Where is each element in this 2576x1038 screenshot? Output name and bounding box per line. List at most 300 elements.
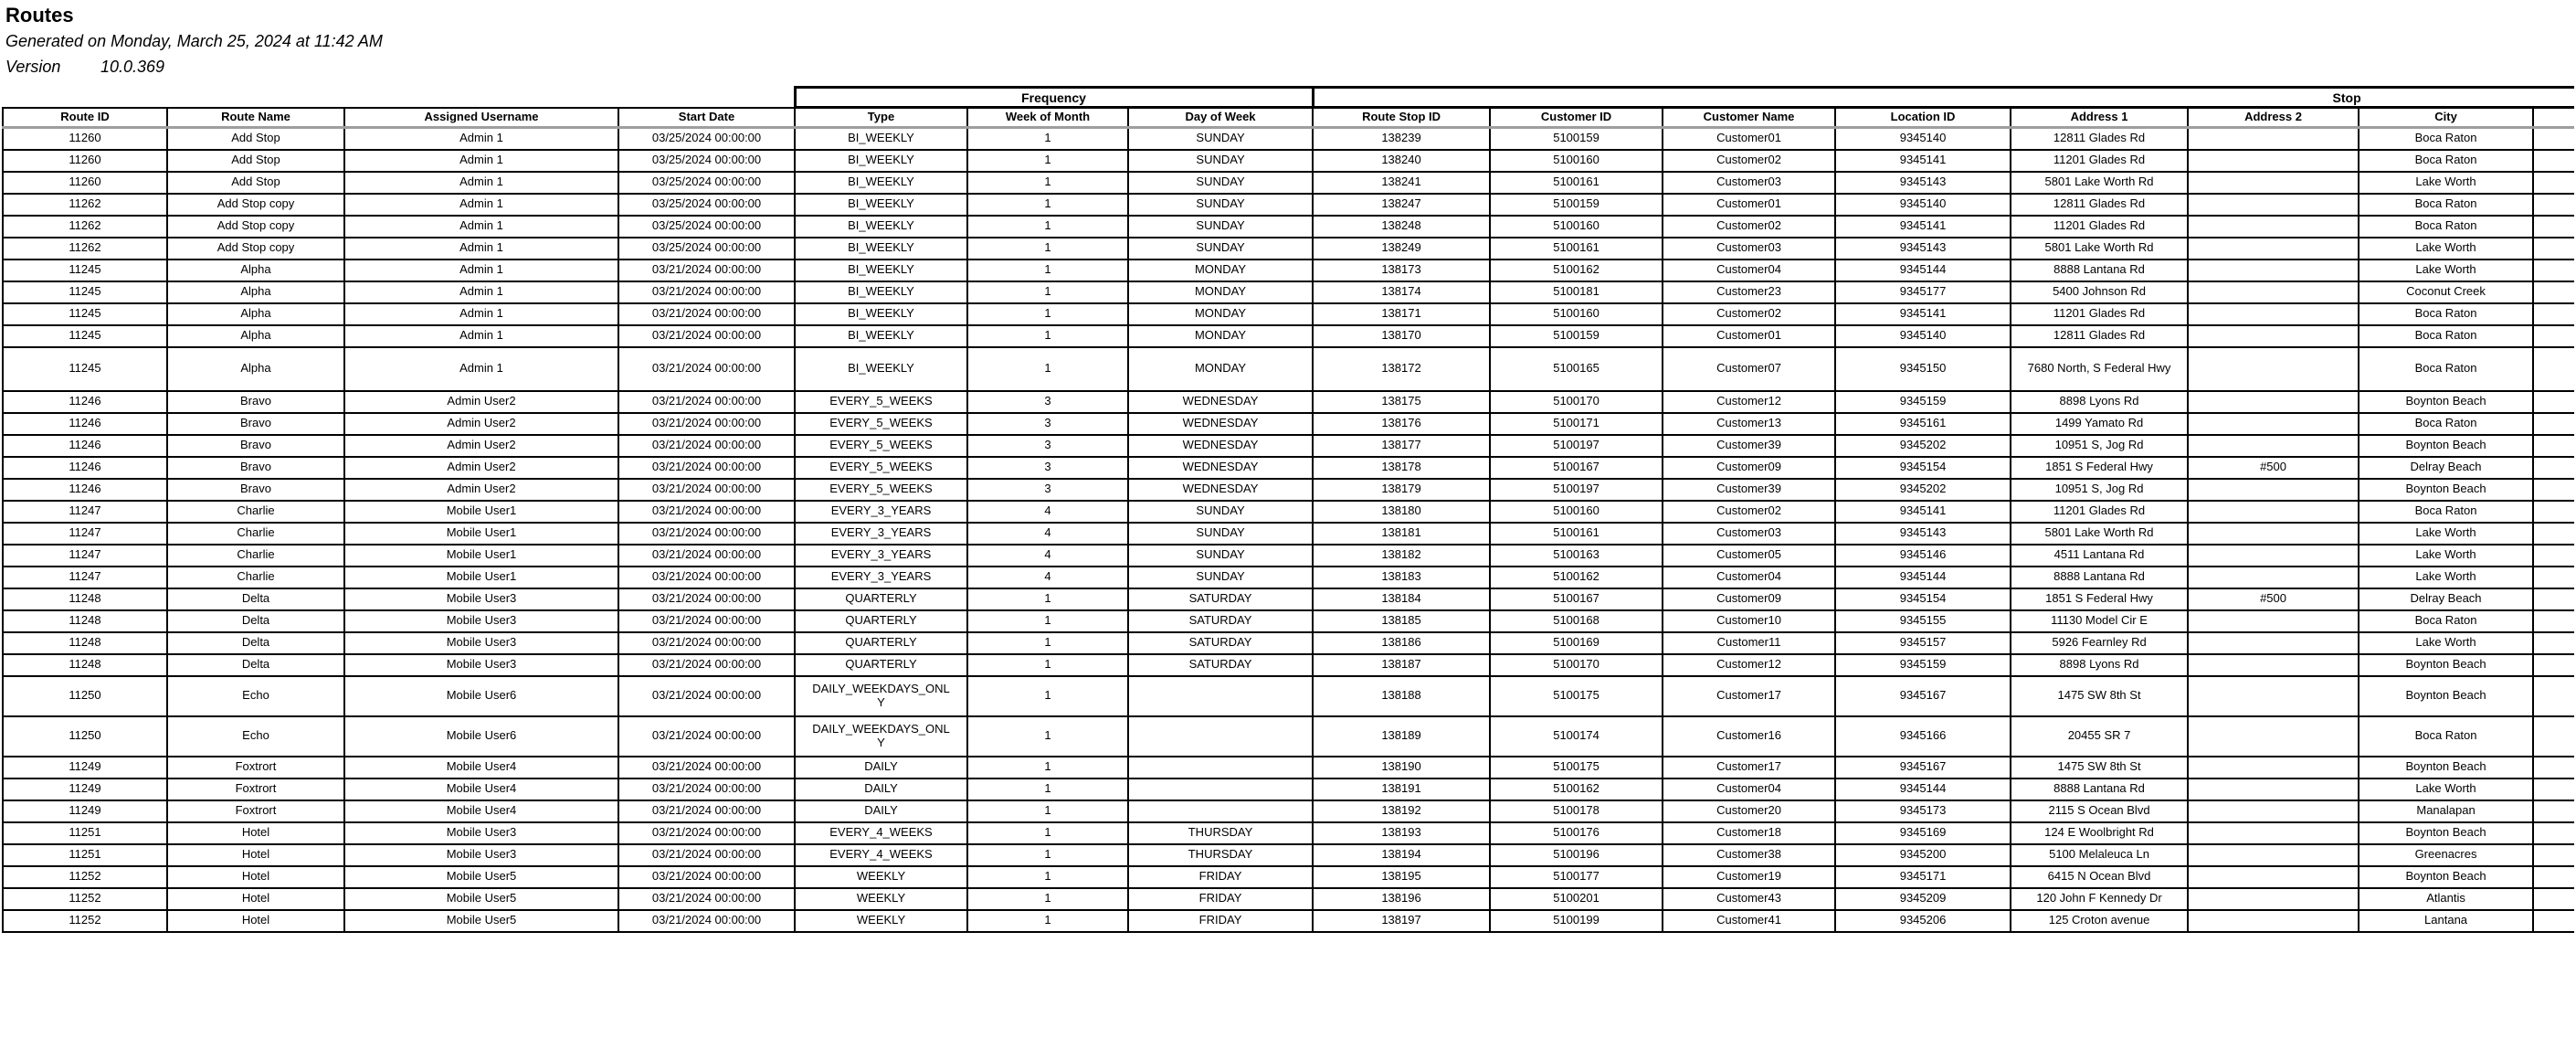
cell: 1 [967, 844, 1128, 866]
cell: 9345157 [1835, 632, 2011, 654]
cell: 8898 Lyons Rd [2011, 654, 2188, 676]
cell: 11201 Glades Rd [2011, 150, 2188, 172]
cell: SUNDAY [1128, 216, 1313, 238]
cell: Customer39 [1663, 435, 1835, 457]
cell: 1 [967, 238, 1128, 260]
cell: 11260 [3, 172, 167, 194]
cell: WEDNESDAY [1128, 413, 1313, 435]
cell: 5100170 [1490, 654, 1663, 676]
table-row [3, 194, 2574, 216]
cell: Customer11 [1663, 632, 1835, 654]
cell: 5100167 [1490, 457, 1663, 479]
cell: Delta [167, 654, 344, 676]
cell: 5100160 [1490, 216, 1663, 238]
cell: 11245 [3, 325, 167, 347]
cell: 5801 Lake Worth Rd [2011, 172, 2188, 194]
cell: 5100177 [1490, 866, 1663, 888]
cell: Mobile User3 [344, 822, 618, 844]
cell: 11249 [3, 800, 167, 822]
cell: 11130 Model Cir E [2011, 610, 2188, 632]
cell [2188, 654, 2359, 676]
cell: 03/21/2024 00:00:00 [618, 501, 795, 523]
cell: 5100197 [1490, 435, 1663, 457]
cell: Boynton Beach [2359, 822, 2533, 844]
cell: WEEKLY [795, 910, 967, 932]
cell: 1 [967, 150, 1128, 172]
cell: SATURDAY [1128, 654, 1313, 676]
cell: 9345144 [1835, 778, 2011, 800]
cell: Boca Raton [2359, 303, 2533, 325]
table-row [3, 778, 2574, 800]
cell: Mobile User1 [344, 545, 618, 567]
cell: WEEKLY [795, 888, 967, 910]
cell: 03/21/2024 00:00:00 [618, 281, 795, 303]
cell: BI_WEEKLY [795, 281, 967, 303]
cell: 1 [967, 632, 1128, 654]
cell: SUNDAY [1128, 238, 1313, 260]
cell: 1851 S Federal Hwy [2011, 457, 2188, 479]
cell-cutoff [2533, 413, 2574, 435]
cell [1128, 676, 1313, 716]
cell: Alpha [167, 347, 344, 391]
cell: Add Stop copy [167, 216, 344, 238]
table-row [3, 545, 2574, 567]
cell: Customer20 [1663, 800, 1835, 822]
cell: QUARTERLY [795, 588, 967, 610]
cell: 12811 Glades Rd [2011, 325, 2188, 347]
cell: 6415 N Ocean Blvd [2011, 866, 2188, 888]
cell: #500 [2188, 588, 2359, 610]
cell-cutoff [2533, 844, 2574, 866]
table-row [3, 844, 2574, 866]
cell: Admin 1 [344, 260, 618, 281]
cell [1128, 757, 1313, 778]
cell: 5100169 [1490, 632, 1663, 654]
cell-cutoff [2533, 479, 2574, 501]
cell: 9345166 [1835, 716, 2011, 757]
cell: 5400 Johnson Rd [2011, 281, 2188, 303]
cell: 1 [967, 866, 1128, 888]
cell: 5100161 [1490, 523, 1663, 545]
cell: SUNDAY [1128, 172, 1313, 194]
cell: Boynton Beach [2359, 654, 2533, 676]
cell: Admin 1 [344, 216, 618, 238]
cell: 1 [967, 281, 1128, 303]
cell: 138187 [1313, 654, 1490, 676]
cell: Mobile User4 [344, 800, 618, 822]
cell: 9345141 [1835, 150, 2011, 172]
cell: Customer02 [1663, 216, 1835, 238]
cell-cutoff [2533, 567, 2574, 588]
cell: SATURDAY [1128, 610, 1313, 632]
cell: Delta [167, 632, 344, 654]
cell: Admin 1 [344, 172, 618, 194]
cell: Boynton Beach [2359, 391, 2533, 413]
cell: Mobile User3 [344, 610, 618, 632]
cell: 9345159 [1835, 654, 2011, 676]
cell: 9345155 [1835, 610, 2011, 632]
cell: Boynton Beach [2359, 757, 2533, 778]
cell: Customer18 [1663, 822, 1835, 844]
cell: Boca Raton [2359, 347, 2533, 391]
cell: MONDAY [1128, 325, 1313, 347]
table-row [3, 479, 2574, 501]
cell: 9345144 [1835, 567, 2011, 588]
table-row [3, 128, 2574, 150]
cell: Manalapan [2359, 800, 2533, 822]
cell: 5100160 [1490, 501, 1663, 523]
cell: Customer39 [1663, 479, 1835, 501]
cell [2188, 610, 2359, 632]
cell: Delray Beach [2359, 588, 2533, 610]
cell: 11246 [3, 479, 167, 501]
cell [1128, 778, 1313, 800]
cell: 5926 Fearnley Rd [2011, 632, 2188, 654]
cell: Customer13 [1663, 413, 1835, 435]
cell-cutoff [2533, 281, 2574, 303]
cell-cutoff [2533, 457, 2574, 479]
cell: 138239 [1313, 128, 1490, 150]
cell: 11249 [3, 778, 167, 800]
cell: SATURDAY [1128, 588, 1313, 610]
cell: 1 [967, 610, 1128, 632]
cell: WEEKLY [795, 866, 967, 888]
cell-cutoff [2533, 800, 2574, 822]
cell: MONDAY [1128, 260, 1313, 281]
cell [2188, 347, 2359, 391]
cell: Hotel [167, 822, 344, 844]
cell: 138177 [1313, 435, 1490, 457]
cell-cutoff [2533, 435, 2574, 457]
cell: 1 [967, 800, 1128, 822]
cell [2188, 844, 2359, 866]
cell: 1475 SW 8th St [2011, 757, 2188, 778]
cell: Customer04 [1663, 778, 1835, 800]
cell: 138193 [1313, 822, 1490, 844]
cell: EVERY_3_YEARS [795, 567, 967, 588]
cell [1128, 800, 1313, 822]
cell: 03/21/2024 00:00:00 [618, 910, 795, 932]
cell: 03/21/2024 00:00:00 [618, 479, 795, 501]
table-row [3, 435, 2574, 457]
cell: 9345141 [1835, 501, 2011, 523]
cell: THURSDAY [1128, 844, 1313, 866]
table-row [3, 716, 2574, 757]
cell: QUARTERLY [795, 632, 967, 654]
cell-cutoff [2533, 128, 2574, 150]
cell: Lake Worth [2359, 523, 2533, 545]
cell: Mobile User4 [344, 757, 618, 778]
cell: 11252 [3, 866, 167, 888]
cell: 1 [967, 303, 1128, 325]
cell: Lantana [2359, 910, 2533, 932]
cell-cutoff [2533, 194, 2574, 216]
cell: EVERY_4_WEEKS [795, 822, 967, 844]
cell: Mobile User1 [344, 523, 618, 545]
cell-cutoff [2533, 757, 2574, 778]
cell: 11252 [3, 888, 167, 910]
table-row [3, 800, 2574, 822]
cell: Bravo [167, 391, 344, 413]
cell: Charlie [167, 567, 344, 588]
table-row [3, 457, 2574, 479]
column-header-route-name: Route Name [167, 108, 344, 128]
cell: 11245 [3, 303, 167, 325]
cell: 11201 Glades Rd [2011, 303, 2188, 325]
table-row [3, 610, 2574, 632]
cell: Mobile User3 [344, 632, 618, 654]
cell: Admin User2 [344, 435, 618, 457]
cell [2188, 216, 2359, 238]
cell: Alpha [167, 303, 344, 325]
cell: 11260 [3, 150, 167, 172]
cell: Customer07 [1663, 347, 1835, 391]
cell: 138196 [1313, 888, 1490, 910]
cell: 9345202 [1835, 479, 2011, 501]
cell: Customer03 [1663, 238, 1835, 260]
cell: Charlie [167, 523, 344, 545]
cell: 12811 Glades Rd [2011, 194, 2188, 216]
cell: 5100197 [1490, 479, 1663, 501]
cell: Lake Worth [2359, 545, 2533, 567]
cell: 11246 [3, 391, 167, 413]
cell: Boca Raton [2359, 194, 2533, 216]
cell: BI_WEEKLY [795, 260, 967, 281]
cell: Admin User2 [344, 479, 618, 501]
cell: 5100159 [1490, 128, 1663, 150]
column-header-customer-id: Customer ID [1490, 108, 1663, 128]
cell: Mobile User5 [344, 888, 618, 910]
cell: 03/25/2024 00:00:00 [618, 194, 795, 216]
cell: EVERY_3_YEARS [795, 501, 967, 523]
cell-cutoff [2533, 654, 2574, 676]
cell: 9345167 [1835, 676, 2011, 716]
cell: 03/21/2024 00:00:00 [618, 610, 795, 632]
cell: 5100162 [1490, 778, 1663, 800]
cell: Delta [167, 610, 344, 632]
cell: 11245 [3, 281, 167, 303]
cell: 11245 [3, 260, 167, 281]
cell: MONDAY [1128, 347, 1313, 391]
cell: Boynton Beach [2359, 676, 2533, 716]
cell: 138195 [1313, 866, 1490, 888]
cell: Mobile User3 [344, 588, 618, 610]
cell: Admin 1 [344, 303, 618, 325]
cell: 1 [967, 888, 1128, 910]
cell: 5100162 [1490, 567, 1663, 588]
cell: 9345141 [1835, 216, 2011, 238]
table-row [3, 172, 2574, 194]
cell: 03/21/2024 00:00:00 [618, 588, 795, 610]
cell: 03/21/2024 00:00:00 [618, 844, 795, 866]
column-header-route-stop-id: Route Stop ID [1313, 108, 1490, 128]
cell: BI_WEEKLY [795, 194, 967, 216]
cell: Bravo [167, 435, 344, 457]
cell: 11248 [3, 610, 167, 632]
cell: Customer12 [1663, 391, 1835, 413]
cell: 138170 [1313, 325, 1490, 347]
cell [2188, 676, 2359, 716]
cell: Customer16 [1663, 716, 1835, 757]
cell [1128, 716, 1313, 757]
cell: 5100181 [1490, 281, 1663, 303]
column-header-route-id: Route ID [3, 108, 167, 128]
cell: 9345154 [1835, 457, 2011, 479]
column-header-assigned-username: Assigned Username [344, 108, 618, 128]
cell: 11251 [3, 844, 167, 866]
cell: 03/21/2024 00:00:00 [618, 866, 795, 888]
cell: 10951 S, Jog Rd [2011, 479, 2188, 501]
table-row [3, 588, 2574, 610]
cell: WEDNESDAY [1128, 457, 1313, 479]
cell [2188, 435, 2359, 457]
cell [2188, 150, 2359, 172]
cell: 138182 [1313, 545, 1490, 567]
cell: 4 [967, 567, 1128, 588]
cell: Hotel [167, 910, 344, 932]
cell: 9345202 [1835, 435, 2011, 457]
cell: 5100171 [1490, 413, 1663, 435]
cell: 1 [967, 654, 1128, 676]
cell: Add Stop [167, 128, 344, 150]
cell: 3 [967, 479, 1128, 501]
cell: 138185 [1313, 610, 1490, 632]
cell: FRIDAY [1128, 866, 1313, 888]
column-header-address-2: Address 2 [2188, 108, 2359, 128]
cell [2188, 800, 2359, 822]
column-header-week-of-month: Week of Month [967, 108, 1128, 128]
cell: Customer05 [1663, 545, 1835, 567]
cell: SUNDAY [1128, 523, 1313, 545]
cell: 138180 [1313, 501, 1490, 523]
cell: 11251 [3, 822, 167, 844]
cell: 03/21/2024 00:00:00 [618, 303, 795, 325]
cell: WEDNESDAY [1128, 435, 1313, 457]
cell: Customer01 [1663, 128, 1835, 150]
cell: 11246 [3, 413, 167, 435]
cell: 11247 [3, 501, 167, 523]
cell-cutoff [2533, 325, 2574, 347]
cell: 03/21/2024 00:00:00 [618, 632, 795, 654]
cell [2188, 413, 2359, 435]
cell: 11201 Glades Rd [2011, 216, 2188, 238]
cell [2188, 128, 2359, 150]
cell: 12811 Glades Rd [2011, 128, 2188, 150]
cell: Admin 1 [344, 150, 618, 172]
cell: Hotel [167, 888, 344, 910]
cell: 9345177 [1835, 281, 2011, 303]
column-header-location-id: Location ID [1835, 108, 2011, 128]
cell: Customer04 [1663, 260, 1835, 281]
cell-cutoff [2533, 888, 2574, 910]
cell-cutoff [2533, 150, 2574, 172]
cell: THURSDAY [1128, 822, 1313, 844]
cell: 138173 [1313, 260, 1490, 281]
cell [2188, 778, 2359, 800]
cell: 03/25/2024 00:00:00 [618, 216, 795, 238]
cell: Lake Worth [2359, 172, 2533, 194]
cell: 9345167 [1835, 757, 2011, 778]
cell: Mobile User5 [344, 910, 618, 932]
cell: 9345159 [1835, 391, 2011, 413]
cell: 5100162 [1490, 260, 1663, 281]
cell: 03/25/2024 00:00:00 [618, 150, 795, 172]
table-row [3, 866, 2574, 888]
cell [2188, 194, 2359, 216]
version-value: 10.0.369 [100, 58, 165, 76]
cell: Add Stop [167, 172, 344, 194]
cell: 03/21/2024 00:00:00 [618, 778, 795, 800]
cell-cutoff [2533, 676, 2574, 716]
cell: Boca Raton [2359, 716, 2533, 757]
cell: Lake Worth [2359, 238, 2533, 260]
cell [2188, 172, 2359, 194]
cell: 9345209 [1835, 888, 2011, 910]
cell: Boynton Beach [2359, 479, 2533, 501]
cell: Customer04 [1663, 567, 1835, 588]
cell [2188, 325, 2359, 347]
cell: 11246 [3, 457, 167, 479]
cell-cutoff [2533, 238, 2574, 260]
cell: 138248 [1313, 216, 1490, 238]
version-label: Version [5, 58, 61, 76]
cell: 138172 [1313, 347, 1490, 391]
cell: 1 [967, 260, 1128, 281]
cell: Charlie [167, 545, 344, 567]
cell: 5100161 [1490, 238, 1663, 260]
cell: BI_WEEKLY [795, 325, 967, 347]
table-row [3, 501, 2574, 523]
cell: 138181 [1313, 523, 1490, 545]
cell: 9345144 [1835, 260, 2011, 281]
cell: 1 [967, 172, 1128, 194]
cell-cutoff [2533, 260, 2574, 281]
table-row [3, 523, 2574, 545]
cell: 9345140 [1835, 128, 2011, 150]
cell: 9345140 [1835, 194, 2011, 216]
table-row [3, 216, 2574, 238]
cell: 138184 [1313, 588, 1490, 610]
cell-cutoff [2533, 822, 2574, 844]
cell: 03/21/2024 00:00:00 [618, 716, 795, 757]
table-row [3, 757, 2574, 778]
table-row [3, 654, 2574, 676]
group-header-row [3, 88, 2574, 108]
cell: 11246 [3, 435, 167, 457]
cell: Customer10 [1663, 610, 1835, 632]
cell: 5100176 [1490, 822, 1663, 844]
cell: 9345150 [1835, 347, 2011, 391]
cell: 138171 [1313, 303, 1490, 325]
cell: Boca Raton [2359, 325, 2533, 347]
cell: 138192 [1313, 800, 1490, 822]
cell: Add Stop copy [167, 194, 344, 216]
routes-table-container [2, 86, 2574, 933]
cell: 8898 Lyons Rd [2011, 391, 2188, 413]
cell: 03/21/2024 00:00:00 [618, 800, 795, 822]
cell [2188, 260, 2359, 281]
cell: 11250 [3, 676, 167, 716]
cell: Customer02 [1663, 150, 1835, 172]
cell: Boca Raton [2359, 216, 2533, 238]
cell: 9345143 [1835, 172, 2011, 194]
stop-group-header: Stop [1313, 88, 2574, 108]
cell: 5100174 [1490, 716, 1663, 757]
table-row [3, 413, 2574, 435]
cell: 5100 Melaleuca Ln [2011, 844, 2188, 866]
cell: 138175 [1313, 391, 1490, 413]
cell-cutoff [2533, 632, 2574, 654]
